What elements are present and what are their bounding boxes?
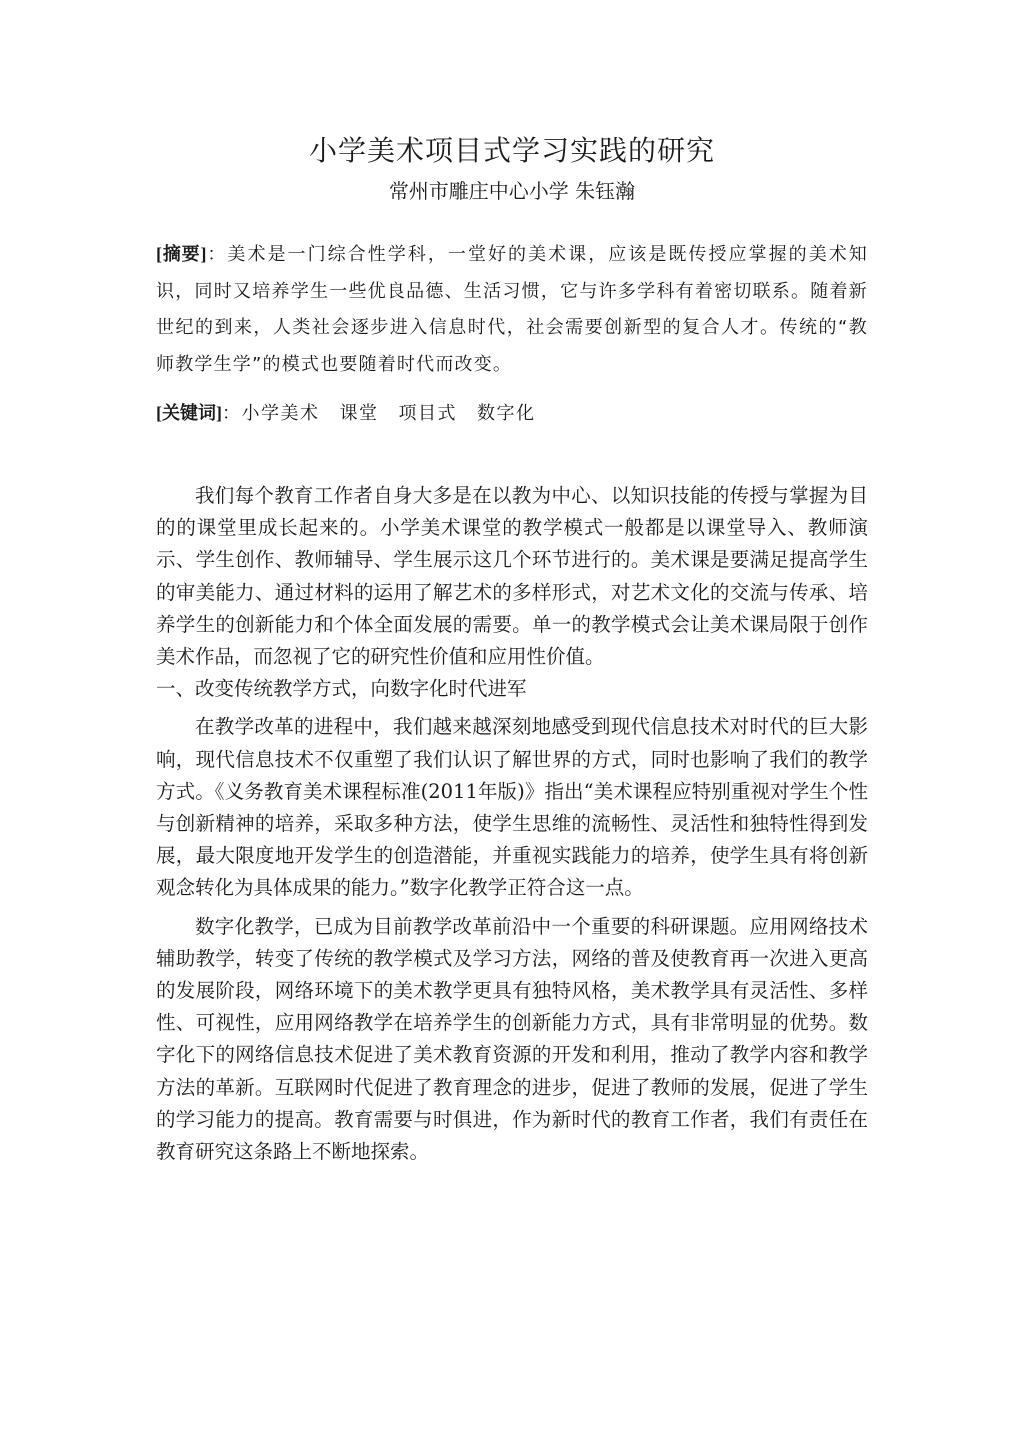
keyword-item: 小学美术	[241, 403, 320, 424]
keywords-separator: ：	[222, 403, 242, 424]
abstract-text: 美术是一门综合性学科，一堂好的美术课，应该是既传授应掌握的美术知识，同时又培养学生一些优良品德、生活习惯，它与许多学科有着密切联系。随着新世纪的到来，人类社会逐步进入信息时代，社会需要创新型的复合人才。传统的“教师教学生学”的模式也要随着时代而改变。	[156, 244, 868, 375]
body-paragraph: 在教学改革的进程中，我们越来越深刻地感受到现代信息技术对时代的巨大影响，现代信息技术不仅重塑了我们认识了解世界的方式，同时也影响了我们的教学方式。《义务教育美术课程标准(2011年版)》指出“美术课程应特别重视对学生个性与创新精神的培养，采取多种方法，使学生思维的流畅性、灵活性和独特性得到发展，最大限度地开发学生的创造潜能，并重视实践能力的培养，使学生具有将创新观念转化为具体成果的能力。”数字化教学正符合这一点。	[156, 715, 868, 900]
keyword-item: 数字化	[477, 403, 536, 424]
keywords-label: [关键词]	[156, 403, 222, 423]
abstract-block	[156, 236, 868, 383]
body-paragraph: 数字化教学，已成为目前教学改革前沿中一个重要的科研课题。应用网络技术辅助教学，转变了传统的教学模式及学习方法，网络的普及使教育再一次进入更高的发展阶段，网络环境下的美术教学更具有独特风格，美术教学具有灵活性、多样性、可视性，应用网络教学在培养学生的创新能力方式，具有非常明显的优势。数字化下的网络信息技术促进了美术教育资源的开发和利用，推动了教学内容和教学方法的革新。互联网时代促进了教育理念的进步，促进了教师的发展，促进了学生的学习能力的提高。教育需要与时俱进，作为新时代的教育工作者，我们有责任在教育研究这条路上不断地探索。	[156, 914, 868, 1164]
author-line: 常州市雕庄中心小学 朱钰瀚	[388, 179, 636, 203]
body-text	[156, 480, 868, 1168]
keyword-item: 项目式	[398, 403, 457, 424]
abstract-label: [摘要]	[156, 244, 207, 264]
section-heading: 一、改变传统教学方式，向数字化时代进军	[156, 677, 527, 701]
paper-title: 小学美术项目式学习实践的研究	[308, 134, 715, 167]
abstract-separator: ：	[206, 244, 228, 265]
body-paragraph: 我们每个教育工作者自身大多是在以教为中心、以知识技能的传授与掌握为目的的课堂里成长起来的。小学美术课堂的教学模式一般都是以课堂导入、教师演示、学生创作、教师辅导、学生展示这几个环节进行的。美术课是要满足提高学生的审美能力、通过材料的运用了解艺术的多样形式，对艺术文化的交流与传承、培养学生的创新能力和个体全面发展的需要。单一的教学模式会让美术课局限于创作美术作品，而忽视了它的研究性价值和应用性价值。	[156, 484, 868, 669]
keyword-item: 课堂	[339, 403, 379, 424]
keywords-block	[156, 398, 868, 429]
